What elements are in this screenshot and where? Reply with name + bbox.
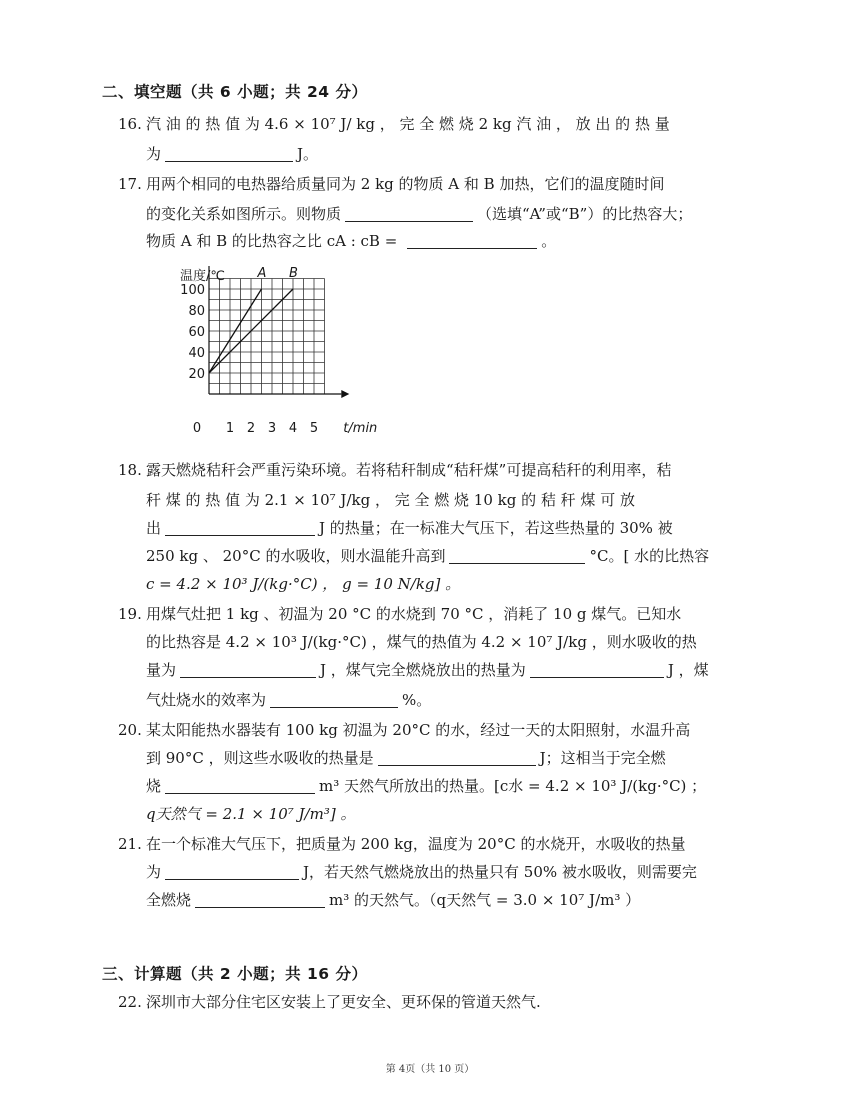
y-tick-label: 100 — [180, 283, 205, 298]
answer-blank[interactable] — [180, 661, 316, 678]
question-20-line-4: q天然气 = 2.1 × 10⁷ J/m³] 。 — [146, 805, 356, 823]
x-tick-label: 2 — [246, 421, 256, 436]
section-title-fill-in: 二、填空题（共 6 小题；共 24 分） — [102, 83, 368, 101]
answer-blank[interactable] — [195, 891, 325, 908]
question-18-line-5: c = 4.2 × 10³ J/(kg·°C) ， g = 10 N/kg] 。 — [146, 575, 461, 593]
y-tick-label: 40 — [188, 346, 205, 361]
x-tick-label: 5 — [309, 421, 319, 436]
answer-blank[interactable] — [165, 863, 299, 880]
y-tick-label: 60 — [188, 325, 205, 340]
temperature-time-chart — [178, 266, 378, 436]
answer-blank[interactable] — [270, 691, 398, 708]
question-number: 19. — [118, 605, 142, 623]
answer-blank[interactable] — [378, 749, 536, 766]
answer-blank[interactable] — [530, 661, 664, 678]
answer-blank[interactable] — [165, 519, 315, 536]
x-tick-label: 0 — [192, 421, 202, 436]
x-axis-label: t/min — [343, 421, 378, 436]
question-number: 18. — [118, 461, 142, 479]
question-number: 16. — [118, 115, 142, 133]
page-footer: 第 4页（共 10 页） — [385, 1064, 475, 1075]
question-18-line-1: 18. 露天燃烧秸秆会严重污染环境。若将秸秆制成“秸秆煤”可提高秸秆的利用率，秸 — [118, 461, 672, 479]
question-21-line-2: 为 J，若天然气燃烧放出的热量只有 50% 被水吸收，则需要完 — [146, 863, 697, 881]
answer-blank[interactable] — [165, 777, 315, 794]
question-number: 20. — [118, 721, 142, 739]
question-16-line-2: 为 J。 — [146, 145, 319, 163]
x-tick-label: 4 — [288, 421, 298, 436]
question-17-line-3: 物质 A 和 B 的比热容之比 cA : cB = 。 — [146, 232, 557, 250]
question-20-line-1: 20. 某太阳能热水器装有 100 kg 初温为 20°C 的水，经过一天的太阳照射，水温升高 — [118, 721, 691, 739]
question-number: 22. — [118, 993, 142, 1011]
question-18-line-4: 250 kg 、 20°C 的水吸收，则水温能升高到 °C。[ 水的比热容 — [146, 547, 710, 565]
question-18-line-2: 秆 煤 的 热 值 为 2.1 × 10⁷ J/kg ， 完 全 燃 烧 10 kg 的 秸 秆 煤 可 放 — [146, 491, 635, 509]
y-tick-label: 20 — [188, 367, 205, 382]
section-title-calculation: 三、计算题（共 2 小题；共 16 分） — [102, 965, 368, 983]
question-19-line-2: 的比热容是 4.2 × 10³ J/(kg·°C) ，煤气的热值为 4.2 × 10⁷ J/kg ，则水吸收的热 — [146, 633, 697, 651]
question-19-line-3: 量为 J ，煤气完全燃烧放出的热量为 J ，煤 — [146, 661, 709, 679]
y-axis-label: 温度/℃ — [180, 269, 225, 284]
chart-axes — [205, 266, 349, 398]
chart-grid — [209, 279, 325, 395]
question-16-line-1: 16. 汽 油 的 热 值 为 4.6 × 10⁷ J/ kg ， 完 全 燃 烧 2 kg 汽 油 ， 放 出 的 热 量 — [118, 115, 670, 133]
question-22-line-1: 22. 深圳市大部分住宅区安装上了更安全、更环保的管道天然气. — [118, 993, 541, 1011]
question-21-line-3: 全燃烧 m³ 的天然气。（q天然气 = 3.0 × 10⁷ J/m³ ） — [146, 891, 641, 909]
question-number: 17. — [118, 175, 142, 193]
x-tick-label: 1 — [225, 421, 235, 436]
x-axis-arrow — [341, 390, 349, 398]
question-20-line-2: 到 90°C ，则这些水吸收的热量是 J；这相当于完全燃 — [146, 749, 666, 767]
question-19-line-4: 气灶烧水的效率为 %。 — [146, 691, 432, 709]
series-label-B: B — [289, 266, 298, 281]
question-number: 21. — [118, 835, 142, 853]
y-tick-label: 80 — [188, 304, 205, 319]
question-17-line-1: 17. 用两个相同的电热器给质量同为 2 kg 的物质 A 和 B 加热，它们的温度随时间 — [118, 175, 665, 193]
question-17-line-2: 的变化关系如图所示。则物质 （选填“A”或“B”）的比热容大； — [146, 205, 693, 223]
series-label-A: A — [257, 266, 267, 281]
answer-blank[interactable] — [407, 232, 537, 249]
answer-blank[interactable] — [449, 547, 585, 564]
question-21-line-1: 21. 在一个标准大气压下，把质量为 200 kg，温度为 20°C 的水烧开，水吸收的热量 — [118, 835, 686, 853]
answer-blank[interactable] — [345, 205, 473, 222]
answer-blank[interactable] — [165, 145, 293, 162]
question-18-line-3: 出 J 的热量；在一标准大气压下，若这些热量的 30% 被 — [146, 519, 673, 537]
x-tick-label: 3 — [267, 421, 277, 436]
question-19-line-1: 19. 用煤气灶把 1 kg 、初温为 20 °C 的水烧到 70 °C ，消耗了 10 g 煤气。已知水 — [118, 605, 682, 623]
question-20-line-3: 烧 m³ 天然气所放出的热量。[c水 = 4.2 × 10³ J/(kg·°C) ； — [146, 777, 707, 795]
